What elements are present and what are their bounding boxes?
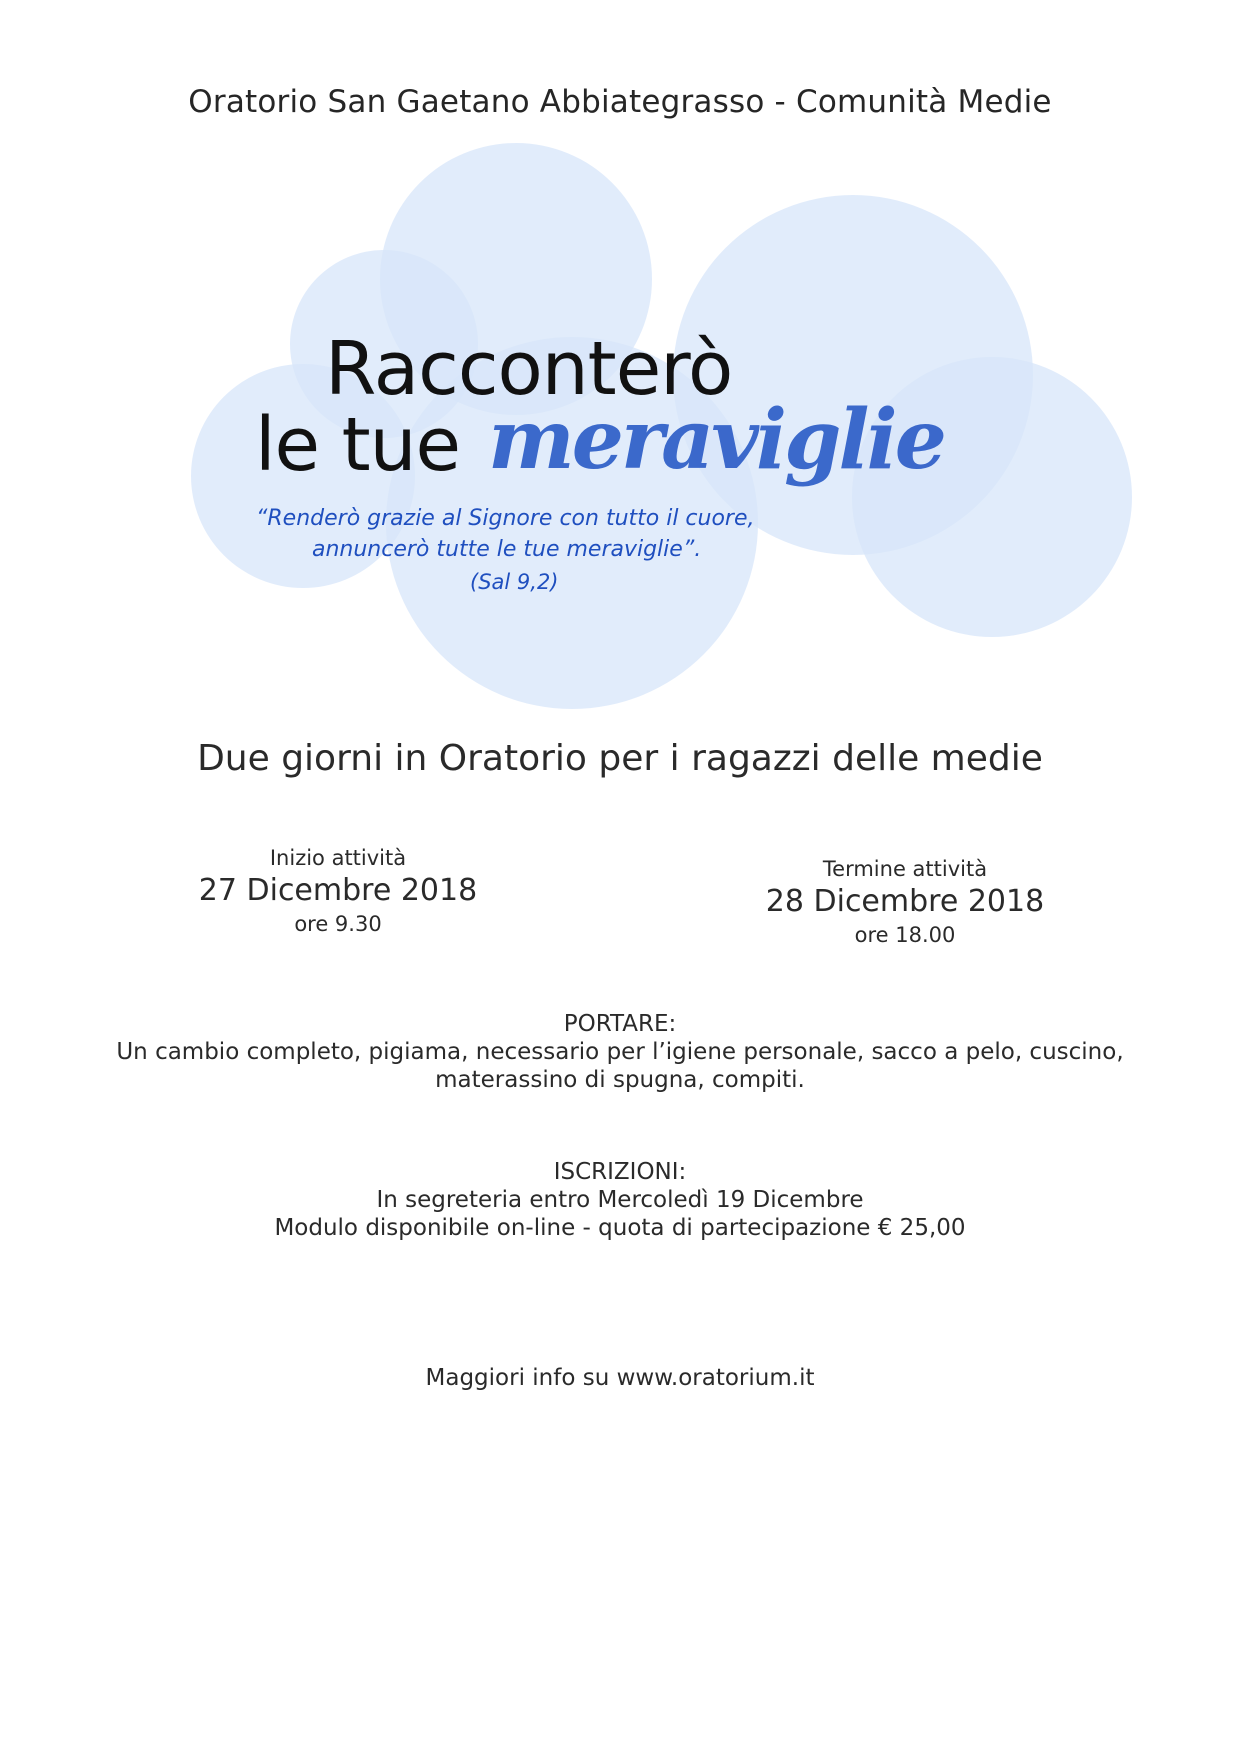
portare-section [0,1010,1240,1094]
banner-title-line1: Racconterò [325,326,733,412]
start-time: ore 9.30 [294,912,382,936]
end-date-block [695,856,1115,948]
psalm-reference: (Sal 9,2) [470,570,559,594]
iscrizioni-line: Modulo disponibile on-line - quota di partecipazione € 25,00 [274,1215,966,1241]
psalm-quote-line2: annuncerò tutte le tue meraviglie”. [312,537,702,562]
banner-title-highlight: meraviglie [488,392,944,488]
start-caption: Inizio attività [269,846,407,870]
start-date-block [128,845,548,937]
portare-line: Un cambio completo, pigiama, necessario per l’igiene personale, sacco a pelo, cuscino, [116,1039,1124,1065]
iscrizioni-section [0,1158,1240,1242]
title-banner [0,0,1240,720]
portare-line: materassino di spugna, compiti. [435,1067,805,1093]
banner-title-line2: le tue [255,402,461,488]
end-date: 28 Dicembre 2018 [765,884,1045,919]
iscrizioni-heading: ISCRIZIONI: [553,1159,687,1185]
iscrizioni-line: In segreteria entro Mercoledì 19 Dicembre [376,1187,864,1213]
end-caption: Termine attività [822,857,988,881]
event-subtitle: Due giorni in Oratorio per i ragazzi delle medie [197,738,1043,779]
end-time: ore 18.00 [854,923,956,947]
portare-heading: PORTARE: [563,1011,677,1037]
psalm-quote-line1: “Renderò grazie al Signore con tutto il cuore, [256,506,755,531]
more-info-text: Maggiori info su www.oratorium.it [425,1365,815,1391]
organization-header: Oratorio San Gaetano Abbiategrasso - Comunità Medie [188,84,1052,120]
start-date: 27 Dicembre 2018 [198,873,478,908]
